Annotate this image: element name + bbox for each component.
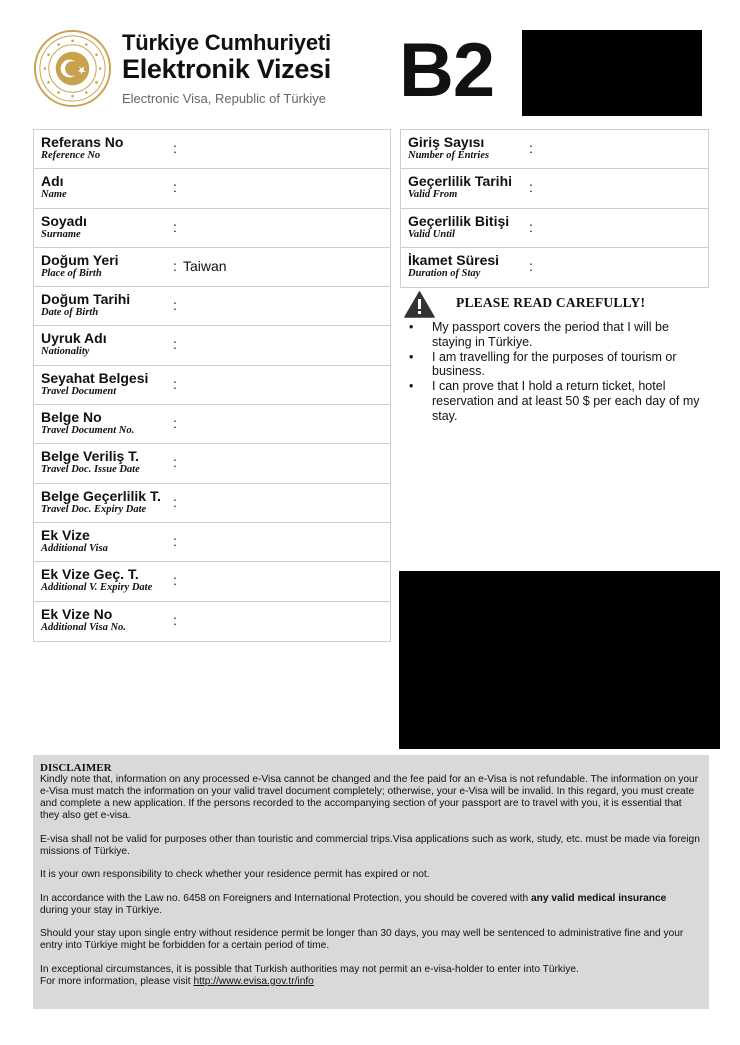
redaction-block-photo [399, 571, 720, 749]
field-row-additional-visa [34, 523, 390, 562]
field-row-duration-of-stay [401, 248, 708, 287]
disclaimer-paragraph: Should your stay upon single entry without residence permit be longer than 30 days, you may well be sentenced to administrative fine and your entry into Türkiye might be forbidden for a certain period of time. [40, 928, 684, 951]
warning-triangle-icon [404, 291, 435, 318]
disclaimer-paragraph-insurance [40, 893, 702, 917]
disclaimer-text: In exceptional circumstances, it is possible that Turkish authorities may not permit an e-visa-holder to enter into Türkiye. [40, 963, 579, 975]
disclaimer-emphasis: any valid medical insurance [531, 892, 667, 904]
field-label-tr: Seyahat Belgesi [41, 369, 149, 386]
field-label-en: Travel Document [41, 385, 117, 397]
field-label-tr: Geçerlilik Bitişi [408, 212, 510, 229]
field-label-en: Nationality [41, 346, 90, 358]
field-colon: : [173, 140, 177, 156]
field-colon: : [173, 257, 177, 274]
warning-item: • I am travelling for the purposes of tourism or business. [407, 350, 707, 380]
field-row-travel-document-no [34, 405, 390, 444]
disclaimer-paragraph-info [40, 964, 702, 988]
field-row-additional-visa-expiry [34, 562, 390, 601]
warning-item: • I can prove that I hold a return ticket, hotel reservation and at least 50 $ per each day of my stay. [407, 379, 707, 423]
field-row-issue-date [34, 444, 390, 483]
field-colon: : [529, 257, 533, 274]
field-label-en: Surname [41, 228, 81, 240]
field-colon: : [173, 532, 177, 549]
field-label-tr: Belge Veriliş T. [41, 448, 140, 465]
evisa-info-link[interactable]: http://www.evisa.gov.tr/info [193, 975, 314, 987]
field-label-en: Reference No [41, 150, 101, 161]
personal-info-table [33, 129, 391, 642]
field-row-name [34, 169, 390, 208]
field-colon: : [173, 297, 177, 314]
field-colon: : [173, 179, 177, 196]
field-colon: : [529, 218, 533, 235]
field-label-tr: Ek Vize Geç. T. [41, 566, 139, 583]
warning-title: PLEASE READ CAREFULLY! [456, 295, 646, 310]
field-label-tr: Uyruk Adı [41, 330, 107, 347]
visa-info-table [400, 129, 709, 288]
redaction-block-top [522, 30, 702, 116]
field-label-en: Travel Document No. [41, 425, 135, 437]
field-label-tr: İkamet Süresi [408, 251, 500, 268]
field-label-en: Duration of Stay [408, 267, 481, 279]
field-row-date-of-birth [34, 287, 390, 326]
field-label-tr: Soyadı [41, 212, 87, 229]
visa-type-code: B2 [399, 28, 495, 113]
disclaimer-paragraph: Kindly note that, information on any processed e-Visa cannot be changed and the fee paid for an e-Visa is not refundable. The information on your e-Visa must match the information on your valid travel document completely; otherwise, your e-Visa will be invalid. In this regard, you must create and complete a new application. If the persons recorded to the accompanying section of your passport are to travel with you, it is essential that they also get e-visa. [40, 774, 699, 821]
field-colon: : [173, 415, 177, 432]
field-label-en: Additional Visa [41, 542, 108, 554]
field-colon: : [173, 611, 177, 628]
field-colon: : [529, 140, 533, 156]
field-label-en: Additional Visa No. [41, 621, 126, 633]
disclaimer-text: For more information, please visit [40, 975, 194, 987]
field-label-tr: Belge No [41, 409, 102, 426]
field-label-en: Date of Birth [41, 307, 99, 319]
field-label-en: Additional V. Expiry Date [41, 582, 153, 594]
field-label-en: Number of Entries [408, 150, 490, 161]
field-label-tr: Doğum Tarihi [41, 291, 131, 308]
field-colon: : [529, 179, 533, 196]
title-turkish-line2: Elektronik Vizesi [122, 54, 332, 84]
field-label-en: Valid Until [408, 228, 455, 240]
field-colon: : [173, 375, 177, 392]
field-label-tr: Belge Geçerlilik T. [41, 487, 161, 504]
field-label-tr: Adı [41, 173, 64, 190]
disclaimer-title: DISCLAIMER [40, 762, 112, 774]
field-value: Taiwan [183, 257, 227, 274]
field-row-expiry-date [34, 484, 390, 523]
warning-item: • My passport covers the period that I will be staying in Türkiye. [407, 320, 707, 350]
field-row-travel-document [34, 366, 390, 405]
field-colon: : [173, 336, 177, 353]
field-row-valid-from [401, 169, 708, 208]
field-label-en: Travel Doc. Issue Date [41, 464, 140, 476]
field-label-en: Place of Birth [41, 267, 102, 279]
field-row-number-of-entries [401, 130, 708, 169]
field-row-nationality [34, 326, 390, 365]
field-label-en: Name [41, 189, 67, 201]
field-label-tr: Geçerlilik Tarihi [408, 173, 513, 190]
disclaimer-box [33, 755, 709, 1009]
field-label-en: Travel Doc. Expiry Date [41, 503, 147, 515]
field-colon: : [173, 218, 177, 235]
field-row-surname [34, 209, 390, 248]
warning-list [407, 320, 707, 424]
disclaimer-paragraph: E-visa shall not be valid for purposes other than touristic and commercial trips.Visa applications such as work, study, etc. must be made via foreign missions of Türkiye. [40, 833, 700, 857]
field-label-tr: Giriş Sayısı [408, 134, 485, 150]
field-colon: : [173, 572, 177, 589]
field-label-tr: Doğum Yeri [41, 251, 119, 268]
field-row-reference-no [34, 130, 390, 169]
disclaimer-text: during your stay in Türkiye. [40, 904, 163, 916]
disclaimer-text: In accordance with the Law no. 6458 on Foreigners and International Protection, you should be covered with [40, 892, 532, 904]
turkish-state-seal-icon [33, 29, 112, 108]
field-row-additional-visa-no [34, 602, 390, 641]
disclaimer-paragraph: It is your own responsibility to check whether your residence permit has expired or not. [40, 869, 430, 880]
field-label-tr: Ek Vize No [41, 605, 113, 622]
field-label-tr: Referans No [41, 134, 124, 150]
field-row-place-of-birth [34, 248, 390, 287]
field-colon: : [173, 454, 177, 471]
title-english: Electronic Visa, Republic of Türkiye [122, 91, 327, 106]
field-label-tr: Ek Vize [41, 526, 90, 543]
field-label-en: Valid From [408, 189, 458, 201]
field-colon: : [173, 493, 177, 510]
field-row-valid-until [401, 209, 708, 248]
title-turkish-line1: Türkiye Cumhuriyeti [122, 30, 331, 55]
